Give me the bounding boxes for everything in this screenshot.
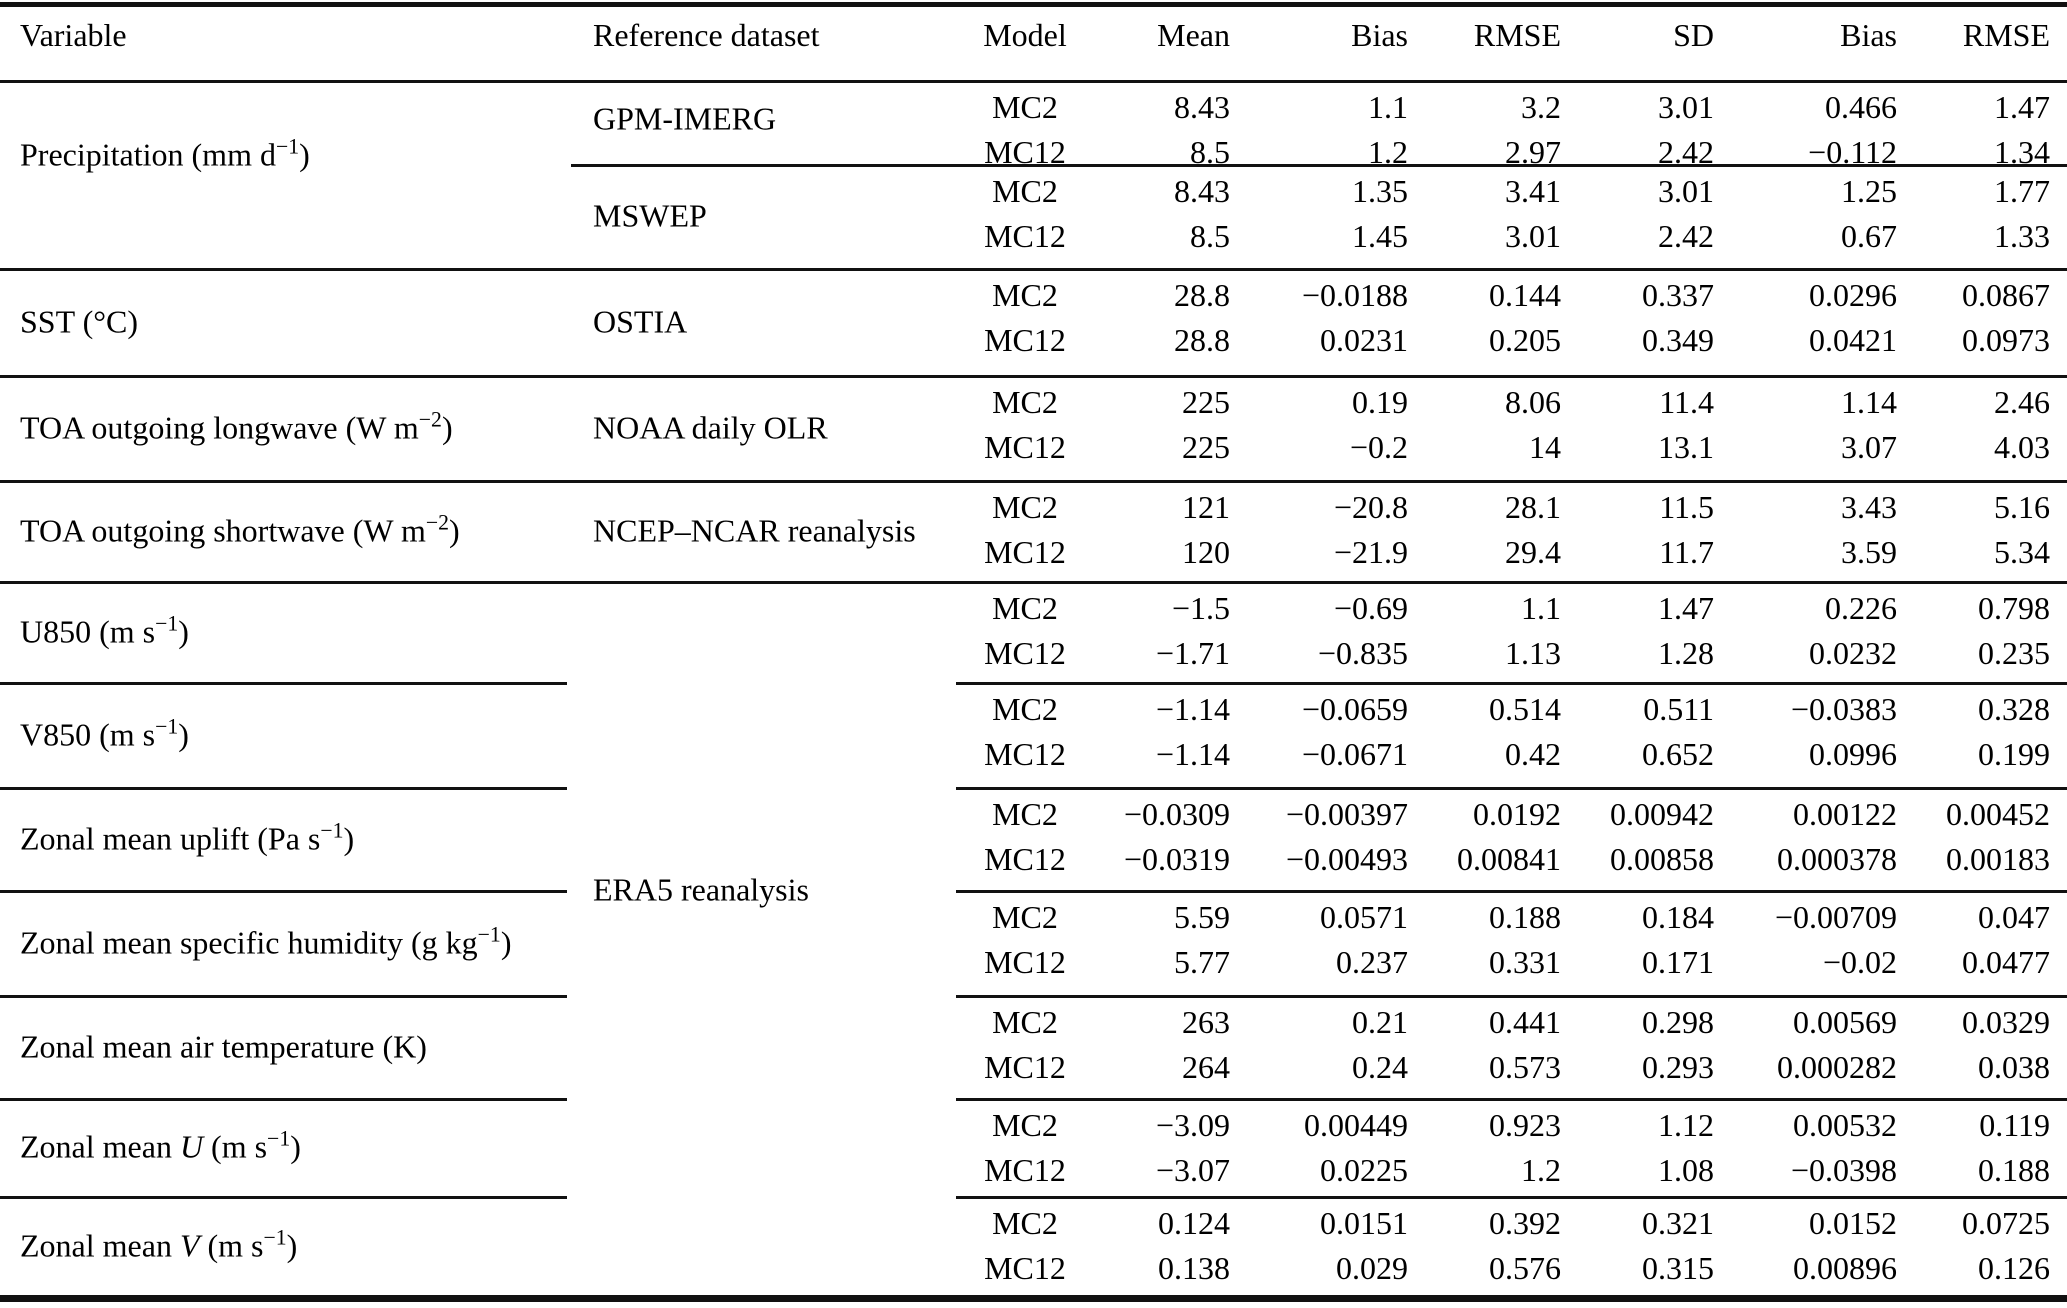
- cell-mean: −3.07: [1155, 1152, 1230, 1188]
- cell-bias: 0.21: [1352, 1004, 1408, 1040]
- cell-bias-2: 0.0996: [1809, 736, 1897, 772]
- cell-sd: 1.12: [1658, 1107, 1714, 1143]
- variable-label-v850: V850 (m $s^{-1}$): [20, 714, 189, 753]
- cell-bias-2: 1.25: [1841, 173, 1897, 209]
- cell-model: MC2: [992, 173, 1058, 209]
- cell-rmse: 0.392: [1489, 1205, 1561, 1241]
- col-header-rmse-2: RMSE: [1962, 17, 2050, 53]
- cell-rmse: 1.13: [1505, 635, 1561, 671]
- rule-stats-4: [956, 995, 2067, 998]
- cell-bias-2: 0.0232: [1809, 635, 1897, 671]
- cell-rmse-2: 1.34: [1994, 134, 2050, 170]
- cell-sd: 0.315: [1642, 1250, 1714, 1286]
- cell-bias-2: 0.67: [1841, 218, 1897, 254]
- rule-bottom: [0, 1295, 2067, 1302]
- cell-sd: 13.1: [1658, 429, 1714, 465]
- cell-sd: 2.42: [1658, 134, 1714, 170]
- rule-group-3: [0, 480, 2067, 483]
- cell-sd: 1.47: [1658, 590, 1714, 626]
- col-header-rmse: RMSE: [1473, 17, 1561, 53]
- cell-rmse: 0.441: [1489, 1004, 1561, 1040]
- cell-bias: 1.1: [1368, 89, 1408, 125]
- table-row: [950, 732, 2050, 776]
- cell-model: MC12: [984, 944, 1066, 980]
- cell-model: MC2: [992, 1205, 1058, 1241]
- cell-sd: 11.5: [1659, 489, 1714, 525]
- cell-mean: 8.43: [1174, 89, 1230, 125]
- cell-mean: −3.09: [1155, 1107, 1230, 1143]
- cell-sd: 0.184: [1642, 899, 1714, 935]
- cell-sd: 3.01: [1658, 173, 1714, 209]
- table-row: [950, 214, 2050, 258]
- reference-label-noaa-olr: NOAA daily OLR: [593, 409, 828, 446]
- cell-bias-2: 1.14: [1841, 384, 1897, 420]
- cell-bias-2: −0.0383: [1790, 691, 1897, 727]
- cell-mean: 121: [1182, 489, 1230, 525]
- cell-bias-2: −0.00709: [1774, 899, 1897, 935]
- rule-var-4: [0, 995, 567, 998]
- cell-bias: −20.8: [1333, 489, 1408, 525]
- cell-sd: 11.7: [1659, 534, 1714, 570]
- cell-bias: 0.19: [1352, 384, 1408, 420]
- cell-mean: 8.5: [1190, 134, 1230, 170]
- cell-bias-2: −0.02: [1822, 944, 1897, 980]
- rule-stats-1: [956, 682, 2067, 685]
- cell-bias-2: 0.0152: [1809, 1205, 1897, 1241]
- table-row: [950, 837, 2050, 881]
- cell-model: MC2: [992, 796, 1058, 832]
- cell-bias: 0.029: [1336, 1250, 1408, 1286]
- cell-model: MC12: [984, 534, 1066, 570]
- cell-bias-2: 0.000378: [1777, 841, 1897, 877]
- rule-header: [0, 80, 2067, 83]
- cell-rmse: 0.923: [1489, 1107, 1561, 1143]
- rule-var-5: [0, 1098, 567, 1101]
- cell-mean: 264: [1182, 1049, 1230, 1085]
- cell-mean: −1.71: [1155, 635, 1230, 671]
- cell-rmse: 0.144: [1489, 277, 1561, 313]
- cell-bias: −21.9: [1333, 534, 1408, 570]
- cell-rmse: 0.576: [1489, 1250, 1561, 1286]
- cell-bias-2: 3.59: [1841, 534, 1897, 570]
- cell-rmse: 0.331: [1489, 944, 1561, 980]
- cell-mean: −1.5: [1171, 590, 1230, 626]
- cell-rmse-2: 0.126: [1978, 1250, 2050, 1286]
- rule-var-3: [0, 890, 567, 893]
- cell-bias: −0.00397: [1285, 796, 1408, 832]
- variable-label-toa-longwave: TOA outgoing longwave (W $m^{-2}$): [20, 407, 453, 446]
- variable-label-sst: SST (°C): [20, 303, 139, 340]
- cell-rmse-2: 0.119: [1979, 1107, 2050, 1143]
- table-row: [950, 380, 2050, 424]
- cell-rmse: 0.00841: [1457, 841, 1561, 877]
- cell-bias: 1.2: [1368, 134, 1408, 170]
- col-header-reference-dataset: Reference dataset: [593, 17, 820, 53]
- cell-rmse-2: 1.77: [1994, 173, 2050, 209]
- cell-sd: 1.28: [1658, 635, 1714, 671]
- cell-sd: 11.4: [1659, 384, 1714, 420]
- table-row: [950, 631, 2050, 675]
- cell-rmse: 3.2: [1521, 89, 1561, 125]
- cell-bias-2: −0.112: [1808, 134, 1897, 170]
- cell-rmse-2: 1.47: [1994, 89, 2050, 125]
- cell-bias-2: 0.00122: [1793, 796, 1897, 832]
- cell-rmse: 0.188: [1489, 899, 1561, 935]
- cell-bias-2: 0.0421: [1809, 322, 1897, 358]
- cell-model: MC2: [992, 384, 1058, 420]
- cell-bias: 0.0151: [1320, 1205, 1408, 1241]
- cell-bias-2: 0.00896: [1793, 1250, 1897, 1286]
- variable-label-zonal-air-temperature: Zonal mean air temperature (K): [20, 1028, 427, 1065]
- cell-bias-2: 3.07: [1841, 429, 1897, 465]
- rule-stats-6: [956, 1196, 2067, 1199]
- cell-mean: 0.124: [1158, 1205, 1230, 1241]
- cell-model: MC2: [992, 277, 1058, 313]
- cell-bias-2: 0.00569: [1793, 1004, 1897, 1040]
- cell-mean: 5.77: [1174, 944, 1230, 980]
- cell-model: MC12: [984, 134, 1066, 170]
- cell-mean: 225: [1182, 384, 1230, 420]
- cell-mean: 5.59: [1174, 899, 1230, 935]
- table-row: [950, 792, 2050, 836]
- cell-model: MC12: [984, 635, 1066, 671]
- table-row: [950, 687, 2050, 731]
- cell-rmse-2: 0.0477: [1962, 944, 2050, 980]
- table-row: [950, 485, 2050, 529]
- cell-model: MC12: [984, 322, 1066, 358]
- cell-bias-2: 0.226: [1825, 590, 1897, 626]
- cell-mean: 28.8: [1174, 322, 1230, 358]
- cell-rmse: 0.0192: [1473, 796, 1561, 832]
- table-row: [950, 273, 2050, 317]
- table-row: [950, 895, 2050, 939]
- cell-model: MC12: [984, 1250, 1066, 1286]
- cell-sd: 0.00942: [1610, 796, 1714, 832]
- cell-model: MC12: [984, 1152, 1066, 1188]
- cell-sd: 0.652: [1642, 736, 1714, 772]
- cell-rmse: 14: [1529, 429, 1561, 465]
- rule-top: [0, 2, 2067, 7]
- cell-mean: 120: [1182, 534, 1230, 570]
- cell-bias: −0.0659: [1301, 691, 1408, 727]
- table-row: [950, 130, 2050, 174]
- cell-model: MC12: [984, 429, 1066, 465]
- cell-model: MC2: [992, 1107, 1058, 1143]
- table-row: [950, 169, 2050, 213]
- cell-bias: 0.00449: [1304, 1107, 1408, 1143]
- cell-bias: 1.45: [1352, 218, 1408, 254]
- cell-sd: 3.01: [1658, 89, 1714, 125]
- table-row: [950, 318, 2050, 362]
- cell-rmse: 0.573: [1489, 1049, 1561, 1085]
- cell-bias-2: −0.0398: [1790, 1152, 1897, 1188]
- cell-bias: 0.0231: [1320, 322, 1408, 358]
- col-header-sd: SD: [1673, 17, 1714, 53]
- table-row: [950, 1148, 2050, 1192]
- cell-rmse: 8.06: [1505, 384, 1561, 420]
- cell-bias: −0.69: [1333, 590, 1408, 626]
- cell-rmse: 0.42: [1505, 736, 1561, 772]
- cell-mean: −1.14: [1155, 691, 1230, 727]
- rule-stats-2: [956, 787, 2067, 790]
- header-stats-row: [950, 13, 2050, 57]
- cell-rmse-2: 5.16: [1994, 489, 2050, 525]
- col-header-bias: Bias: [1351, 17, 1408, 53]
- col-header-model: Model: [983, 17, 1067, 53]
- rule-var-6: [0, 1196, 567, 1199]
- cell-rmse: 29.4: [1505, 534, 1561, 570]
- table-row: [950, 425, 2050, 469]
- cell-bias-2: 3.43: [1841, 489, 1897, 525]
- rule-group-4: [0, 581, 2067, 584]
- cell-sd: 0.00858: [1610, 841, 1714, 877]
- cell-rmse: 0.514: [1489, 691, 1561, 727]
- cell-bias: 0.24: [1352, 1049, 1408, 1085]
- cell-mean: −1.14: [1155, 736, 1230, 772]
- cell-rmse-2: 0.0725: [1962, 1205, 2050, 1241]
- cell-mean: 0.138: [1158, 1250, 1230, 1286]
- table-row: [950, 1201, 2050, 1245]
- cell-rmse: 1.1: [1521, 590, 1561, 626]
- variable-label-precipitation: Precipitation (mm $d^{-1}$): [20, 134, 310, 173]
- cell-rmse-2: 0.188: [1978, 1152, 2050, 1188]
- cell-mean: 8.43: [1174, 173, 1230, 209]
- cell-rmse-2: 1.33: [1994, 218, 2050, 254]
- cell-model: MC2: [992, 489, 1058, 525]
- cell-mean: −0.0319: [1123, 841, 1230, 877]
- table-row: [950, 1246, 2050, 1290]
- cell-rmse-2: 0.0329: [1962, 1004, 2050, 1040]
- variable-label-toa-shortwave: TOA outgoing shortwave (W $m^{-2}$): [20, 510, 460, 549]
- col-header-bias-2: Bias: [1840, 17, 1897, 53]
- table-row: [950, 586, 2050, 630]
- variable-label-zonal-v: Zonal mean V (m $s^{-1}$): [20, 1225, 298, 1264]
- cell-rmse: 2.97: [1505, 134, 1561, 170]
- cell-rmse: 1.2: [1521, 1152, 1561, 1188]
- cell-rmse-2: 0.038: [1978, 1049, 2050, 1085]
- cell-rmse: 0.205: [1489, 322, 1561, 358]
- cell-bias: −0.835: [1317, 635, 1408, 671]
- cell-sd: 0.511: [1643, 691, 1714, 727]
- col-header-variable: Variable: [20, 17, 127, 53]
- variable-label-zonal-u: Zonal mean U (m $s^{-1}$): [20, 1126, 301, 1165]
- cell-rmse-2: 0.0973: [1962, 322, 2050, 358]
- variable-label-zonal-uplift: Zonal mean uplift (Pa $s^{-1}$): [20, 818, 355, 857]
- cell-bias-2: 0.000282: [1777, 1049, 1897, 1085]
- cell-rmse-2: 0.047: [1978, 899, 2050, 935]
- cell-rmse-2: 5.34: [1994, 534, 2050, 570]
- variable-label-u850: U850 (m $s^{-1}$): [20, 611, 189, 650]
- rule-stats-3: [956, 890, 2067, 893]
- reference-label-era5: ERA5 reanalysis: [593, 871, 809, 908]
- reference-label-mswep: MSWEP: [593, 197, 707, 234]
- cell-bias-2: 0.466: [1825, 89, 1897, 125]
- cell-sd: 0.321: [1642, 1205, 1714, 1241]
- table-row: [950, 1045, 2050, 1089]
- cell-bias: −0.0671: [1301, 736, 1408, 772]
- cell-bias: −0.0188: [1301, 277, 1408, 313]
- cell-model: MC2: [992, 1004, 1058, 1040]
- rule-group-1: [0, 268, 2067, 271]
- cell-mean: 263: [1182, 1004, 1230, 1040]
- reference-label-gpm-imerg: GPM-IMERG: [593, 100, 777, 137]
- variable-label-zonal-humidity: Zonal mean specific humidity (g $kg^{-1}$): [20, 922, 512, 961]
- cell-model: MC2: [992, 89, 1058, 125]
- cell-rmse-2: 2.46: [1994, 384, 2050, 420]
- cell-rmse-2: 0.00183: [1946, 841, 2050, 877]
- table-row: [950, 940, 2050, 984]
- table-row: [950, 530, 2050, 574]
- cell-bias: −0.2: [1349, 429, 1408, 465]
- cell-mean: −0.0309: [1123, 796, 1230, 832]
- cell-sd: 0.298: [1642, 1004, 1714, 1040]
- cell-sd: 0.171: [1642, 944, 1714, 980]
- cell-model: MC2: [992, 899, 1058, 935]
- table-row: [950, 1000, 2050, 1044]
- table-row: [950, 1103, 2050, 1147]
- cell-bias: 0.0571: [1320, 899, 1408, 935]
- cell-model: MC12: [984, 736, 1066, 772]
- reference-label-ncep-ncar: NCEP–NCAR reanalysis: [593, 512, 916, 549]
- cell-bias-2: 0.0296: [1809, 277, 1897, 313]
- cell-mean: 28.8: [1174, 277, 1230, 313]
- cell-bias: 0.237: [1336, 944, 1408, 980]
- cell-rmse-2: 0.199: [1978, 736, 2050, 772]
- cell-bias-2: 0.00532: [1793, 1107, 1897, 1143]
- cell-model: MC2: [992, 691, 1058, 727]
- table-row: [950, 85, 2050, 129]
- rule-group-2: [0, 375, 2067, 378]
- cell-rmse-2: 0.235: [1978, 635, 2050, 671]
- cell-bias: 1.35: [1352, 173, 1408, 209]
- cell-bias: 0.0225: [1320, 1152, 1408, 1188]
- cell-model: MC12: [984, 218, 1066, 254]
- cell-rmse-2: 0.328: [1978, 691, 2050, 727]
- reference-label-ostia: OSTIA: [593, 303, 688, 340]
- cell-model: MC2: [992, 590, 1058, 626]
- cell-mean: 225: [1182, 429, 1230, 465]
- cell-model: MC12: [984, 1049, 1066, 1085]
- rule-var-1: [0, 682, 567, 685]
- cell-sd: 1.08: [1658, 1152, 1714, 1188]
- cell-sd: 0.293: [1642, 1049, 1714, 1085]
- cell-rmse-2: 0.00452: [1946, 796, 2050, 832]
- cell-sd: 2.42: [1658, 218, 1714, 254]
- cell-rmse-2: 0.0867: [1962, 277, 2050, 313]
- cell-rmse: 3.41: [1505, 173, 1561, 209]
- rule-var-2: [0, 787, 567, 790]
- cell-sd: 0.337: [1642, 277, 1714, 313]
- cell-model: MC12: [984, 841, 1066, 877]
- cell-rmse: 3.01: [1505, 218, 1561, 254]
- cell-rmse-2: 0.798: [1978, 590, 2050, 626]
- cell-bias: −0.00493: [1285, 841, 1408, 877]
- cell-rmse: 28.1: [1505, 489, 1561, 525]
- rule-stats-5: [956, 1098, 2067, 1101]
- cell-mean: 8.5: [1190, 218, 1230, 254]
- cell-sd: 0.349: [1642, 322, 1714, 358]
- col-header-mean: Mean: [1157, 17, 1230, 53]
- cell-rmse-2: 4.03: [1994, 429, 2050, 465]
